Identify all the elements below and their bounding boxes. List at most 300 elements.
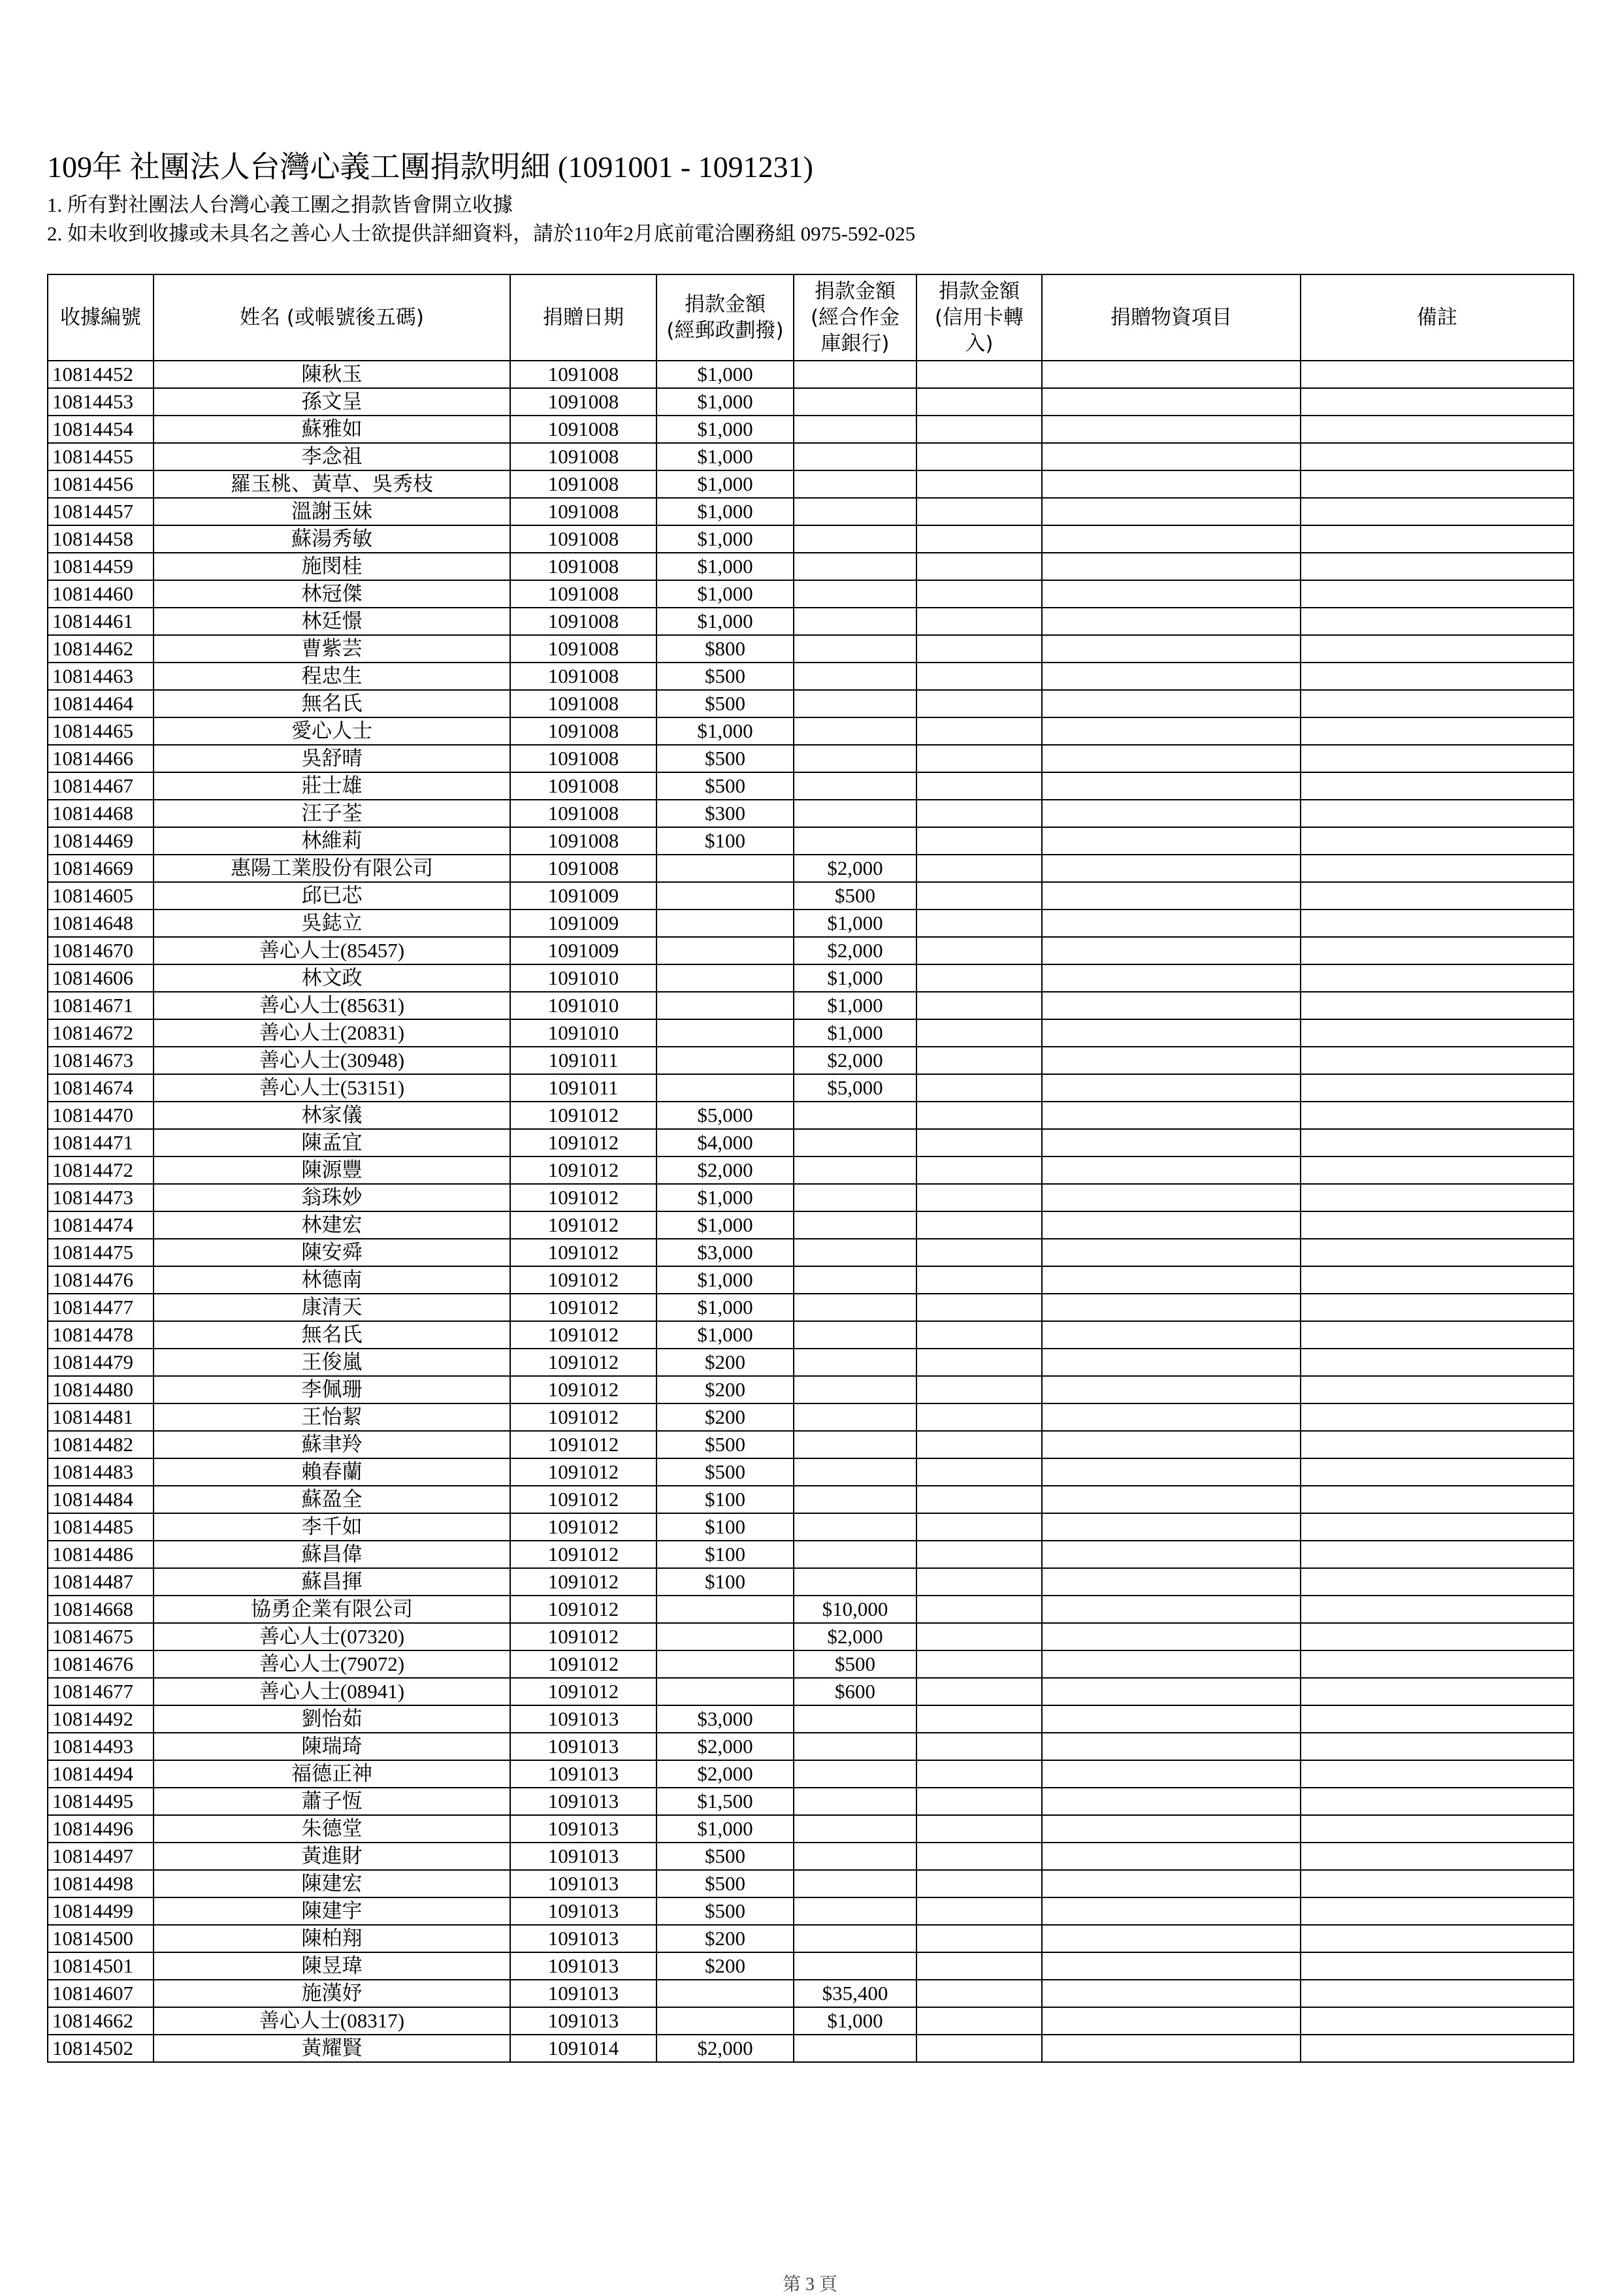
postal-amount-cell: $500 — [656, 1897, 794, 1925]
donation-date-cell: 1091013 — [510, 1760, 656, 1788]
goods-cell — [1042, 663, 1301, 690]
remarks-cell — [1301, 1376, 1574, 1403]
page-number: 第 3 頁 — [782, 2274, 837, 2295]
table-row — [48, 1486, 1574, 1513]
remarks-cell — [1301, 1294, 1574, 1321]
remarks-cell — [1301, 1705, 1574, 1733]
donation-date-cell: 1091012 — [510, 1403, 656, 1431]
receipt-no-cell: 10814452 — [48, 361, 154, 388]
postal-amount-cell: $5,000 — [656, 1102, 794, 1129]
card-amount-cell — [916, 443, 1042, 470]
bank-amount-cell — [794, 553, 916, 580]
postal-amount-cell — [656, 1596, 794, 1623]
remarks-cell — [1301, 525, 1574, 553]
receipt-no-cell: 10814475 — [48, 1239, 154, 1266]
goods-cell — [1042, 1843, 1301, 1870]
receipt-no-cell: 10814668 — [48, 1596, 154, 1623]
postal-amount-cell — [656, 910, 794, 937]
receipt-no-cell: 10814455 — [48, 443, 154, 470]
card-amount-cell — [916, 690, 1042, 717]
donation-date-cell: 1091009 — [510, 910, 656, 937]
postal-amount-cell: $500 — [656, 1870, 794, 1897]
bank-amount-cell: $2,000 — [794, 855, 916, 882]
goods-cell — [1042, 745, 1301, 772]
card-amount-cell — [916, 663, 1042, 690]
table-row — [48, 1843, 1574, 1870]
donation-date-cell: 1091013 — [510, 1815, 656, 1843]
table-row — [48, 964, 1574, 992]
bank-amount-cell: $35,400 — [794, 1980, 916, 2007]
receipt-no-cell: 10814466 — [48, 745, 154, 772]
receipt-no-cell: 10814477 — [48, 1294, 154, 1321]
table-row — [48, 498, 1574, 525]
donation-date-cell: 1091012 — [510, 1129, 656, 1156]
postal-amount-cell: $1,000 — [656, 1815, 794, 1843]
donation-date-cell: 1091013 — [510, 1843, 656, 1870]
goods-cell — [1042, 470, 1301, 498]
header-bank-line-1: 捐款金額 — [815, 280, 896, 303]
card-amount-cell — [916, 1596, 1042, 1623]
donor-name-cell: 善心人士(53151) — [154, 1074, 510, 1102]
table-row — [48, 1156, 1574, 1184]
table-row — [48, 2007, 1574, 2035]
remarks-cell — [1301, 1458, 1574, 1486]
table-row — [48, 1952, 1574, 1980]
card-amount-cell — [916, 1678, 1042, 1705]
receipt-no-cell: 10814607 — [48, 1980, 154, 2007]
bank-amount-cell: $1,000 — [794, 2007, 916, 2035]
table-row — [48, 635, 1574, 663]
postal-amount-cell: $3,000 — [656, 1239, 794, 1266]
receipt-no-cell: 10814467 — [48, 772, 154, 800]
receipt-no-cell: 10814495 — [48, 1788, 154, 1815]
receipt-no-cell: 10814483 — [48, 1458, 154, 1486]
card-amount-cell — [916, 1129, 1042, 1156]
postal-amount-cell: $1,000 — [656, 525, 794, 553]
donor-name-cell: 施閔桂 — [154, 553, 510, 580]
receipt-no-cell: 10814457 — [48, 498, 154, 525]
donor-name-cell: 善心人士(85457) — [154, 937, 510, 964]
bank-amount-cell — [794, 1156, 916, 1184]
receipt-no-cell: 10814669 — [48, 855, 154, 882]
donation-date-cell: 1091013 — [510, 1733, 656, 1760]
card-amount-cell — [916, 1266, 1042, 1294]
donation-date-cell: 1091008 — [510, 663, 656, 690]
card-amount-cell — [916, 1843, 1042, 1870]
remarks-cell — [1301, 1678, 1574, 1705]
note-contact-info: 2. 如未收到收據或未具名之善心人士欲提供詳細資料，請於110年2月底前電洽團務組 0975-592-025 — [47, 222, 916, 245]
bank-amount-cell — [794, 1733, 916, 1760]
donor-name-cell: 蘇聿羚 — [154, 1431, 510, 1458]
table-row — [48, 1760, 1574, 1788]
postal-amount-cell: $1,000 — [656, 608, 794, 635]
goods-cell — [1042, 1705, 1301, 1733]
donor-name-cell: 福德正神 — [154, 1760, 510, 1788]
goods-cell — [1042, 498, 1301, 525]
receipt-no-cell: 10814461 — [48, 608, 154, 635]
card-amount-cell — [916, 1623, 1042, 1650]
receipt-no-cell: 10814648 — [48, 910, 154, 937]
remarks-cell — [1301, 1815, 1574, 1843]
goods-cell — [1042, 964, 1301, 992]
remarks-cell — [1301, 1925, 1574, 1952]
donor-name-cell: 李佩珊 — [154, 1376, 510, 1403]
postal-amount-cell: $200 — [656, 1349, 794, 1376]
remarks-cell — [1301, 1952, 1574, 1980]
receipt-no-cell: 10814469 — [48, 827, 154, 855]
postal-amount-cell: $300 — [656, 800, 794, 827]
bank-amount-cell — [794, 1349, 916, 1376]
goods-cell — [1042, 580, 1301, 608]
bank-amount-cell — [794, 1102, 916, 1129]
card-amount-cell — [916, 1156, 1042, 1184]
receipt-no-cell: 10814476 — [48, 1266, 154, 1294]
goods-cell — [1042, 443, 1301, 470]
donor-name-cell: 善心人士(20831) — [154, 1019, 510, 1047]
postal-amount-cell: $500 — [656, 1458, 794, 1486]
goods-cell — [1042, 1486, 1301, 1513]
donor-name-cell: 黃進財 — [154, 1843, 510, 1870]
donor-name-cell: 王怡絜 — [154, 1403, 510, 1431]
table-row — [48, 937, 1574, 964]
bank-amount-cell — [794, 416, 916, 443]
card-amount-cell — [916, 1541, 1042, 1568]
table-row — [48, 1623, 1574, 1650]
header-bank-line-2: (經合作金 — [810, 306, 900, 329]
goods-cell — [1042, 1019, 1301, 1047]
bank-amount-cell: $1,000 — [794, 910, 916, 937]
receipt-no-cell: 10814478 — [48, 1321, 154, 1349]
donation-date-cell: 1091008 — [510, 553, 656, 580]
bank-amount-cell — [794, 1294, 916, 1321]
card-amount-cell — [916, 1102, 1042, 1129]
postal-amount-cell: $1,000 — [656, 1266, 794, 1294]
postal-amount-cell: $100 — [656, 1541, 794, 1568]
receipt-no-cell: 10814674 — [48, 1074, 154, 1102]
receipt-no-cell: 10814675 — [48, 1623, 154, 1650]
bank-amount-cell — [794, 608, 916, 635]
remarks-cell — [1301, 772, 1574, 800]
remarks-cell — [1301, 1596, 1574, 1623]
card-amount-cell — [916, 1650, 1042, 1678]
postal-amount-cell: $500 — [656, 772, 794, 800]
remarks-cell — [1301, 1513, 1574, 1541]
goods-cell — [1042, 717, 1301, 745]
receipt-no-cell: 10814464 — [48, 690, 154, 717]
table-row — [48, 1650, 1574, 1678]
table-row — [48, 772, 1574, 800]
remarks-cell — [1301, 992, 1574, 1019]
receipt-no-cell: 10814673 — [48, 1047, 154, 1074]
donor-name-cell: 程忠生 — [154, 663, 510, 690]
postal-amount-cell — [656, 882, 794, 910]
card-amount-cell — [916, 416, 1042, 443]
receipt-no-cell: 10814463 — [48, 663, 154, 690]
card-amount-cell — [916, 1897, 1042, 1925]
header-card-amount — [916, 274, 1042, 361]
table-row — [48, 1129, 1574, 1156]
donation-date-cell: 1091008 — [510, 416, 656, 443]
goods-cell — [1042, 1184, 1301, 1211]
donation-date-cell: 1091010 — [510, 964, 656, 992]
remarks-cell — [1301, 1541, 1574, 1568]
postal-amount-cell: $4,000 — [656, 1129, 794, 1156]
table-row — [48, 1678, 1574, 1705]
card-amount-cell — [916, 1705, 1042, 1733]
postal-amount-cell: $1,000 — [656, 717, 794, 745]
donor-name-cell: 蘇雅如 — [154, 416, 510, 443]
card-amount-cell — [916, 910, 1042, 937]
postal-amount-cell: $500 — [656, 745, 794, 772]
remarks-cell — [1301, 1650, 1574, 1678]
remarks-cell — [1301, 361, 1574, 388]
receipt-no-cell: 10814494 — [48, 1760, 154, 1788]
goods-cell — [1042, 1623, 1301, 1650]
donation-date-cell: 1091012 — [510, 1541, 656, 1568]
donor-name-cell: 陳建宇 — [154, 1897, 510, 1925]
receipt-no-cell: 10814502 — [48, 2035, 154, 2062]
bank-amount-cell — [794, 717, 916, 745]
header-card-line-2: (信用卡轉 — [934, 306, 1024, 329]
donor-name-cell: 蘇盈全 — [154, 1486, 510, 1513]
donation-date-cell: 1091008 — [510, 690, 656, 717]
table-row — [48, 525, 1574, 553]
card-amount-cell — [916, 1486, 1042, 1513]
header-postal-line-2: (經郵政劃撥) — [666, 319, 784, 342]
remarks-cell — [1301, 1760, 1574, 1788]
donation-date-cell: 1091013 — [510, 1870, 656, 1897]
postal-amount-cell: $500 — [656, 690, 794, 717]
remarks-cell — [1301, 964, 1574, 992]
card-amount-cell — [916, 1431, 1042, 1458]
bank-amount-cell: $5,000 — [794, 1074, 916, 1102]
table-row — [48, 690, 1574, 717]
postal-amount-cell: $1,000 — [656, 443, 794, 470]
card-amount-cell — [916, 1870, 1042, 1897]
donation-date-cell: 1091012 — [510, 1184, 656, 1211]
remarks-cell — [1301, 745, 1574, 772]
receipt-no-cell: 10814497 — [48, 1843, 154, 1870]
remarks-cell — [1301, 910, 1574, 937]
donor-name-cell: 林建宏 — [154, 1211, 510, 1239]
postal-amount-cell: $100 — [656, 827, 794, 855]
remarks-cell — [1301, 388, 1574, 416]
remarks-cell — [1301, 827, 1574, 855]
donor-name-cell: 劉怡茹 — [154, 1705, 510, 1733]
remarks-cell — [1301, 1788, 1574, 1815]
card-amount-cell — [916, 937, 1042, 964]
goods-cell — [1042, 937, 1301, 964]
card-amount-cell — [916, 498, 1042, 525]
bank-amount-cell — [794, 498, 916, 525]
donation-date-cell: 1091008 — [510, 717, 656, 745]
remarks-cell — [1301, 416, 1574, 443]
card-amount-cell — [916, 1074, 1042, 1102]
donation-date-cell: 1091008 — [510, 498, 656, 525]
goods-cell — [1042, 1815, 1301, 1843]
donor-name-cell: 林家儀 — [154, 1102, 510, 1129]
table-row — [48, 1349, 1574, 1376]
goods-cell — [1042, 1925, 1301, 1952]
receipt-no-cell: 10814499 — [48, 1897, 154, 1925]
postal-amount-cell — [656, 855, 794, 882]
receipt-no-cell: 10814496 — [48, 1815, 154, 1843]
receipt-no-cell: 10814500 — [48, 1925, 154, 1952]
donor-name-cell: 善心人士(30948) — [154, 1047, 510, 1074]
donation-date-cell: 1091011 — [510, 1047, 656, 1074]
bank-amount-cell: $1,000 — [794, 964, 916, 992]
table-row — [48, 1047, 1574, 1074]
table-row — [48, 443, 1574, 470]
donor-name-cell: 蘇湯秀敏 — [154, 525, 510, 553]
bank-amount-cell — [794, 1403, 916, 1431]
postal-amount-cell: $2,000 — [656, 2035, 794, 2062]
donor-name-cell: 林廷憬 — [154, 608, 510, 635]
remarks-cell — [1301, 1733, 1574, 1760]
goods-cell — [1042, 1403, 1301, 1431]
table-row — [48, 1815, 1574, 1843]
donation-date-cell: 1091013 — [510, 1925, 656, 1952]
bank-amount-cell — [794, 745, 916, 772]
header-receipt-no: 收據編號 — [48, 274, 154, 361]
goods-cell — [1042, 416, 1301, 443]
donor-name-cell: 黃耀賢 — [154, 2035, 510, 2062]
remarks-cell — [1301, 1321, 1574, 1349]
donation-date-cell: 1091009 — [510, 937, 656, 964]
donor-name-cell: 陳瑞琦 — [154, 1733, 510, 1760]
donor-name-cell: 愛心人士 — [154, 717, 510, 745]
remarks-cell — [1301, 937, 1574, 964]
card-amount-cell — [916, 1952, 1042, 1980]
receipt-no-cell: 10814465 — [48, 717, 154, 745]
bank-amount-cell — [794, 1760, 916, 1788]
goods-cell — [1042, 1294, 1301, 1321]
receipt-no-cell: 10814479 — [48, 1349, 154, 1376]
card-amount-cell — [916, 964, 1042, 992]
goods-cell — [1042, 635, 1301, 663]
card-amount-cell — [916, 361, 1042, 388]
header-date: 捐贈日期 — [510, 274, 656, 361]
bank-amount-cell — [794, 1129, 916, 1156]
bank-amount-cell — [794, 580, 916, 608]
remarks-cell — [1301, 855, 1574, 882]
receipt-no-cell: 10814670 — [48, 937, 154, 964]
donor-name-cell: 蕭子恆 — [154, 1788, 510, 1815]
postal-amount-cell — [656, 1074, 794, 1102]
receipt-no-cell: 10814487 — [48, 1568, 154, 1596]
donation-date-cell: 1091013 — [510, 2007, 656, 2035]
goods-cell — [1042, 1458, 1301, 1486]
donor-name-cell: 陳源豐 — [154, 1156, 510, 1184]
card-amount-cell — [916, 1321, 1042, 1349]
donation-date-cell: 1091008 — [510, 443, 656, 470]
bank-amount-cell — [794, 1788, 916, 1815]
table-row — [48, 1788, 1574, 1815]
remarks-cell — [1301, 663, 1574, 690]
header-bank-amount — [794, 274, 916, 361]
postal-amount-cell: $1,000 — [656, 416, 794, 443]
donation-date-cell: 1091012 — [510, 1678, 656, 1705]
goods-cell — [1042, 800, 1301, 827]
postal-amount-cell: $1,000 — [656, 1294, 794, 1321]
donor-name-cell: 孫文呈 — [154, 388, 510, 416]
donation-date-cell: 1091014 — [510, 2035, 656, 2062]
remarks-cell — [1301, 1129, 1574, 1156]
bank-amount-cell — [794, 1541, 916, 1568]
table-row — [48, 1596, 1574, 1623]
receipt-no-cell: 10814480 — [48, 1376, 154, 1403]
postal-amount-cell: $500 — [656, 1843, 794, 1870]
receipt-no-cell: 10814677 — [48, 1678, 154, 1705]
table-row — [48, 882, 1574, 910]
donation-date-cell: 1091012 — [510, 1568, 656, 1596]
bank-amount-cell — [794, 663, 916, 690]
donor-name-cell: 朱德堂 — [154, 1815, 510, 1843]
table-row — [48, 1458, 1574, 1486]
bank-amount-cell — [794, 1568, 916, 1596]
postal-amount-cell — [656, 1623, 794, 1650]
bank-amount-cell — [794, 690, 916, 717]
remarks-cell — [1301, 580, 1574, 608]
donation-date-cell: 1091012 — [510, 1596, 656, 1623]
table-row — [48, 855, 1574, 882]
goods-cell — [1042, 1760, 1301, 1788]
receipt-no-cell: 10814458 — [48, 525, 154, 553]
card-amount-cell — [916, 1815, 1042, 1843]
receipt-no-cell: 10814481 — [48, 1403, 154, 1431]
bank-amount-cell — [794, 1897, 916, 1925]
donor-name-cell: 曹紫芸 — [154, 635, 510, 663]
remarks-cell — [1301, 1019, 1574, 1047]
goods-cell — [1042, 1541, 1301, 1568]
remarks-cell — [1301, 882, 1574, 910]
postal-amount-cell: $2,000 — [656, 1156, 794, 1184]
remarks-cell — [1301, 443, 1574, 470]
donor-name-cell: 惠陽工業股份有限公司 — [154, 855, 510, 882]
donation-date-cell: 1091012 — [510, 1513, 656, 1541]
receipt-no-cell: 10814454 — [48, 416, 154, 443]
card-amount-cell — [916, 388, 1042, 416]
goods-cell — [1042, 1102, 1301, 1129]
donation-date-cell: 1091008 — [510, 470, 656, 498]
receipt-no-cell: 10814468 — [48, 800, 154, 827]
postal-amount-cell — [656, 1047, 794, 1074]
donation-date-cell: 1091010 — [510, 1019, 656, 1047]
postal-amount-cell: $1,000 — [656, 1184, 794, 1211]
remarks-cell — [1301, 498, 1574, 525]
document-title: 109年 社團法人台灣心義工團捐款明細 (1091001 - 1091231) — [47, 150, 813, 184]
header-card-line-3: 入) — [965, 332, 994, 355]
goods-cell — [1042, 882, 1301, 910]
donor-name-cell: 林維莉 — [154, 827, 510, 855]
remarks-cell — [1301, 1431, 1574, 1458]
donor-name-cell: 陳柏翔 — [154, 1925, 510, 1952]
donation-date-cell: 1091008 — [510, 855, 656, 882]
receipt-no-cell: 10814498 — [48, 1870, 154, 1897]
card-amount-cell — [916, 992, 1042, 1019]
donor-name-cell: 羅玉桃、黃草、吳秀枝 — [154, 470, 510, 498]
receipt-no-cell: 10814471 — [48, 1129, 154, 1156]
table-row — [48, 910, 1574, 937]
goods-cell — [1042, 910, 1301, 937]
postal-amount-cell — [656, 1678, 794, 1705]
postal-amount-cell — [656, 937, 794, 964]
receipt-no-cell: 10814671 — [48, 992, 154, 1019]
bank-amount-cell — [794, 361, 916, 388]
table-row — [48, 1266, 1574, 1294]
card-amount-cell — [916, 1239, 1042, 1266]
receipt-no-cell: 10814662 — [48, 2007, 154, 2035]
